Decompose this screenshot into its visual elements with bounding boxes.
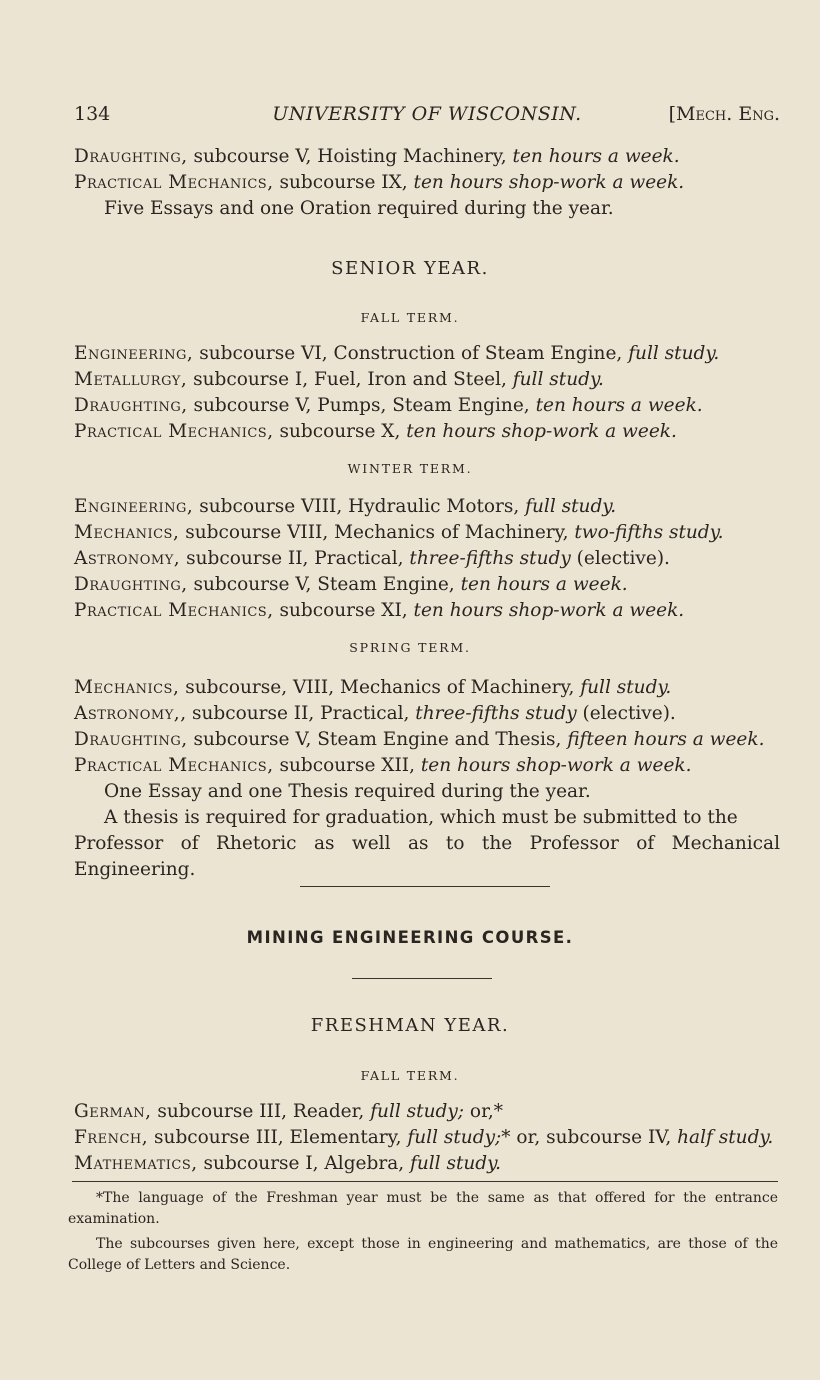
course-line [74, 1151, 780, 1177]
senior-fall-courses [74, 341, 780, 445]
course-detail: subcourse V, Steam Engine and Thesis, [187, 729, 568, 750]
course-detail: , subcourse II, Practical, [180, 703, 416, 724]
senior-year-heading: SENIOR YEAR. [331, 258, 489, 279]
study-time: full study; [370, 1101, 465, 1122]
course-line [74, 572, 780, 598]
subject-name: Practical Mechanics, [74, 421, 274, 442]
course-line [74, 520, 780, 546]
course-line [74, 701, 780, 727]
course-line [74, 341, 780, 367]
study-time: ten hours shop-work a week. [413, 600, 685, 621]
study-time: full study. [525, 496, 617, 517]
course-detail: subcourse X, [273, 421, 407, 442]
study-time: full study. [409, 1153, 502, 1174]
study-time: ten hours a week. [512, 146, 680, 167]
course-line [74, 419, 780, 445]
study-time: ten hours shop-work a week. [413, 172, 685, 193]
course-note: or,* [464, 1101, 504, 1122]
study-time: full study. [580, 677, 672, 698]
course-line [74, 170, 780, 196]
course-detail: subcourse I, Fuel, Iron and Steel, [187, 369, 513, 390]
course-detail: subcourse VI, Construction of Steam Engine, [193, 343, 629, 364]
course-line [74, 727, 780, 753]
winter-term-heading: WINTER TERM. [347, 461, 473, 476]
subject-name: Mathematics, [74, 1153, 198, 1174]
course-detail: subcourse VIII, Mechanics of Machinery, [179, 522, 575, 543]
course-detail: subcourse II, Practical, [180, 548, 410, 569]
spring-term-heading: SPRING TERM. [349, 640, 471, 655]
course-line [74, 753, 780, 779]
subject-name: French, [74, 1127, 149, 1148]
graduation-note-line: Professor of Rhetoric as well as to the Professor of Mechanical Engineering. [74, 833, 780, 880]
study-time: full study. [628, 343, 720, 364]
graduation-note-line: A thesis is required for graduation, which must be submitted to the [104, 807, 738, 828]
heading-divider [352, 978, 492, 979]
footnote-rule [72, 1181, 778, 1182]
course-detail: subcourse V, Steam Engine, [187, 574, 461, 595]
course-detail: subcourse XII, [273, 755, 421, 776]
subject-name: Engineering, [74, 343, 194, 364]
study-time: two-fifths study. [574, 522, 724, 543]
study-time: half study. [677, 1127, 774, 1148]
course-note: (elective). [576, 703, 676, 724]
subject-name: Draughting, [74, 146, 188, 167]
study-time: full study. [512, 369, 604, 390]
course-detail: subcourse, VIII, Mechanics of Machinery, [179, 677, 581, 698]
footnotes [68, 1188, 778, 1280]
study-time: ten hours shop-work a week. [420, 755, 692, 776]
subject-name: Astronomy, [74, 703, 181, 724]
freshman-year-heading: FRESHMAN YEAR. [310, 1015, 510, 1036]
essay-requirement: Five Essays and one Oration required during the year. [104, 198, 614, 219]
running-header [74, 100, 780, 128]
footnote: The subcourses given here, except those in engineering and mathematics, are those of the College of Letters and Science. [68, 1236, 778, 1273]
senior-winter-courses [74, 494, 780, 624]
course-note: or, subcourse IV, [510, 1127, 678, 1148]
fall-term-heading: FALL TERM. [360, 310, 460, 325]
study-time: ten hours a week. [460, 574, 628, 595]
subject-name: German, [74, 1101, 152, 1122]
subject-name: Draughting, [74, 395, 188, 416]
department-label: [Mech. Eng. [668, 103, 780, 125]
course-line [74, 598, 780, 624]
course-line [74, 1125, 780, 1151]
subject-name: Practical Mechanics, [74, 600, 274, 621]
course-note: (elective). [570, 548, 670, 569]
senior-spring-courses [74, 675, 780, 883]
subject-name: Practical Mechanics, [74, 755, 274, 776]
study-time: full study;* [407, 1127, 511, 1148]
course-line [74, 367, 780, 393]
study-time: ten hours shop-work a week. [406, 421, 677, 442]
study-time: three-fifths study [415, 703, 577, 724]
subject-name: Metallurgy, [74, 369, 188, 390]
course-detail: subcourse VIII, Hydraulic Motors, [193, 496, 526, 517]
course-line [74, 144, 780, 170]
course-detail: subcourse V, Hoisting Machinery, [187, 146, 513, 167]
study-time: ten hours a week. [535, 395, 703, 416]
subject-name: Mechanics, [74, 677, 180, 698]
page-number: 134 [74, 103, 111, 125]
subject-name: Mechanics, [74, 522, 180, 543]
course-line [74, 1099, 780, 1125]
course-detail: subcourse V, Pumps, Steam Engine, [187, 395, 536, 416]
course-detail: subcourse III, Reader, [151, 1101, 371, 1122]
study-time: fifteen hours a week. [567, 729, 765, 750]
running-title: UNIVERSITY OF WISCONSIN. [272, 103, 582, 125]
subject-name: Draughting, [74, 729, 188, 750]
course-line [74, 546, 780, 572]
subject-name: Engineering, [74, 496, 194, 517]
study-time: three-fifths study [409, 548, 571, 569]
subject-name: Practical Mechanics, [74, 172, 274, 193]
course-detail: subcourse III, Elementary, [148, 1127, 408, 1148]
continued-course-list [74, 144, 780, 222]
fall-term-heading: FALL TERM. [360, 1068, 460, 1083]
course-detail: subcourse IX, [273, 172, 414, 193]
subject-name: Draughting, [74, 574, 188, 595]
course-line [74, 675, 780, 701]
mining-course-heading: MINING ENGINEERING COURSE. [246, 928, 574, 947]
course-line [74, 393, 780, 419]
footnote: *The language of the Freshman year must be the same as that offered for the entrance examination. [68, 1190, 778, 1227]
subject-name: Astronomy, [74, 548, 181, 569]
section-divider [300, 886, 550, 887]
course-detail: subcourse XI, [273, 600, 414, 621]
freshman-fall-courses [74, 1099, 780, 1177]
thesis-requirement: One Essay and one Thesis required during the year. [104, 781, 591, 802]
course-detail: subcourse I, Algebra, [197, 1153, 410, 1174]
course-line [74, 494, 780, 520]
